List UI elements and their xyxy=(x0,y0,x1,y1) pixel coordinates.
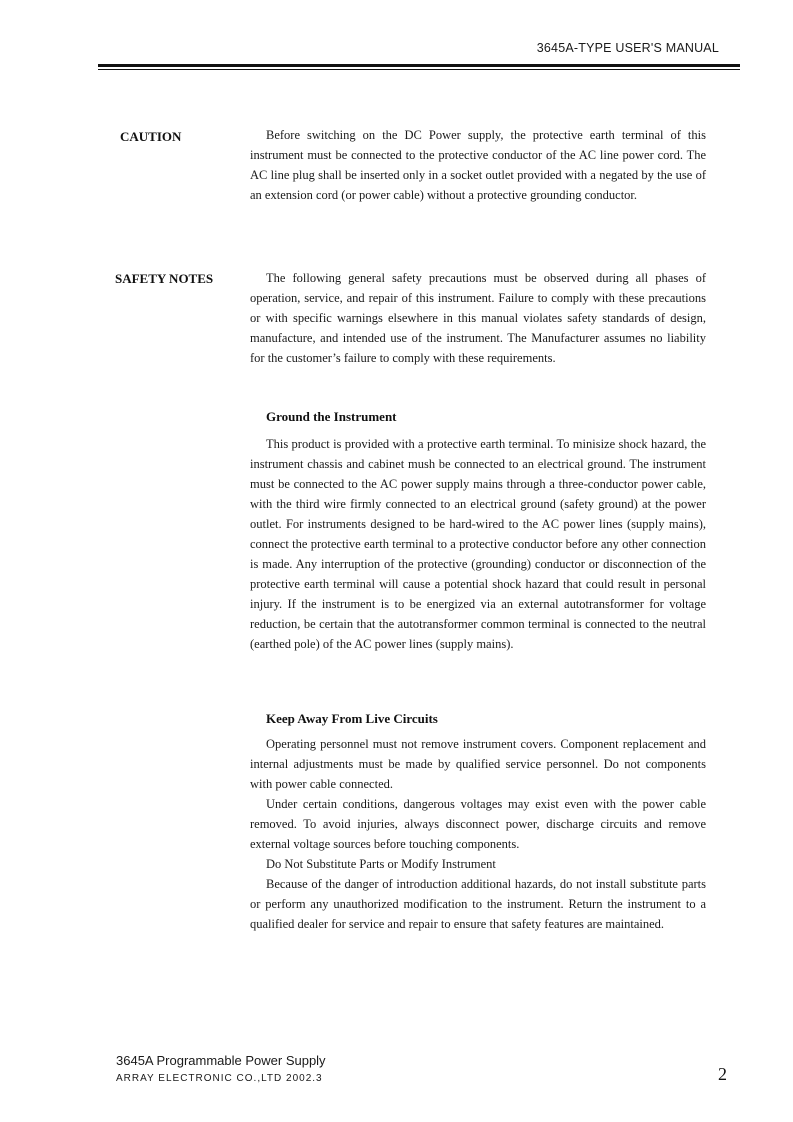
footer-product-title: 3645A Programmable Power Supply xyxy=(116,1053,326,1068)
caution-paragraph: Before switching on the DC Power supply, the protective earth terminal of this instrument must be connected to the protective conductor of the AC line power cord. The AC line plug shall be inserted only in a socket outlet provided with a negated by the use of an extension cord (or power cable) without a protective grounding conductor. xyxy=(250,128,706,202)
ground-heading: Ground the Instrument xyxy=(266,409,397,424)
safety-notes-label: SAFETY NOTES xyxy=(115,271,214,286)
live-circuits-paragraph-4: Because of the danger of introduction additional hazards, do not install substitute parts or perform any unauthorized modification to the instrument. Return the instrument to a qualified dealer for service and repair to ensure that safety features are maintained. xyxy=(250,877,706,931)
safety-notes-paragraph: The following general safety precautions must be observed during all phases of operation, service, and repair of this instrument. Failure to comply with these precautions or with specific warnings elsewhere in this manual violates safety standards of design, manufacture, and intended use of the instrument. The Manufacturer assumes no liability for the customer’s failure to comply with these requirements. xyxy=(250,271,706,365)
ground-paragraph: This product is provided with a protective earth terminal. To minisize shock hazard, the instrument chassis and cabinet mush be connected to an electrical ground. The instrument must be connected to the AC power supply mains through a three-conductor power cable, with the third wire firmly connected to an electrical ground (safety ground) at the power outlet. For instruments designed to be hard-wired to the AC power lines (supply mains), connect the protective earth terminal to a protective conductor before any other connection is made. Any interruption of the protective (grounding) conductor or disconnection of the protective earth terminal will cause a potential shock hazard that could result in personal injury. If the instrument is to be energized via an external autotransformer for voltage reduction, be certain that the autotransformer common terminal is connected to the neutral (earthed pole) of the AC power lines (supply mains). xyxy=(250,437,706,651)
live-circuits-paragraph-1: Operating personnel must not remove instrument covers. Component replacement and internal adjustments must be made by qualified service personnel. Do not components with power cable connected. xyxy=(250,737,706,791)
running-header-title: 3645A-TYPE USER'S MANUAL xyxy=(536,41,719,55)
caution-label: CAUTION xyxy=(120,129,182,144)
footer-company: ARRAY ELECTRONIC CO.,LTD 2002.3 xyxy=(116,1073,323,1084)
page-number: 2 xyxy=(718,1064,727,1084)
substitute-parts-line: Do Not Substitute Parts or Modify Instrument xyxy=(266,857,496,871)
live-circuits-paragraph-2: Under certain conditions, dangerous voltages may exist even with the power cable removed. To avoid injuries, always disconnect power, discharge circuits and remove external voltage sources before touching components. xyxy=(250,797,706,851)
header-rule-thin xyxy=(98,69,740,70)
live-circuits-heading: Keep Away From Live Circuits xyxy=(266,711,438,726)
header-rule-thick xyxy=(98,64,740,67)
